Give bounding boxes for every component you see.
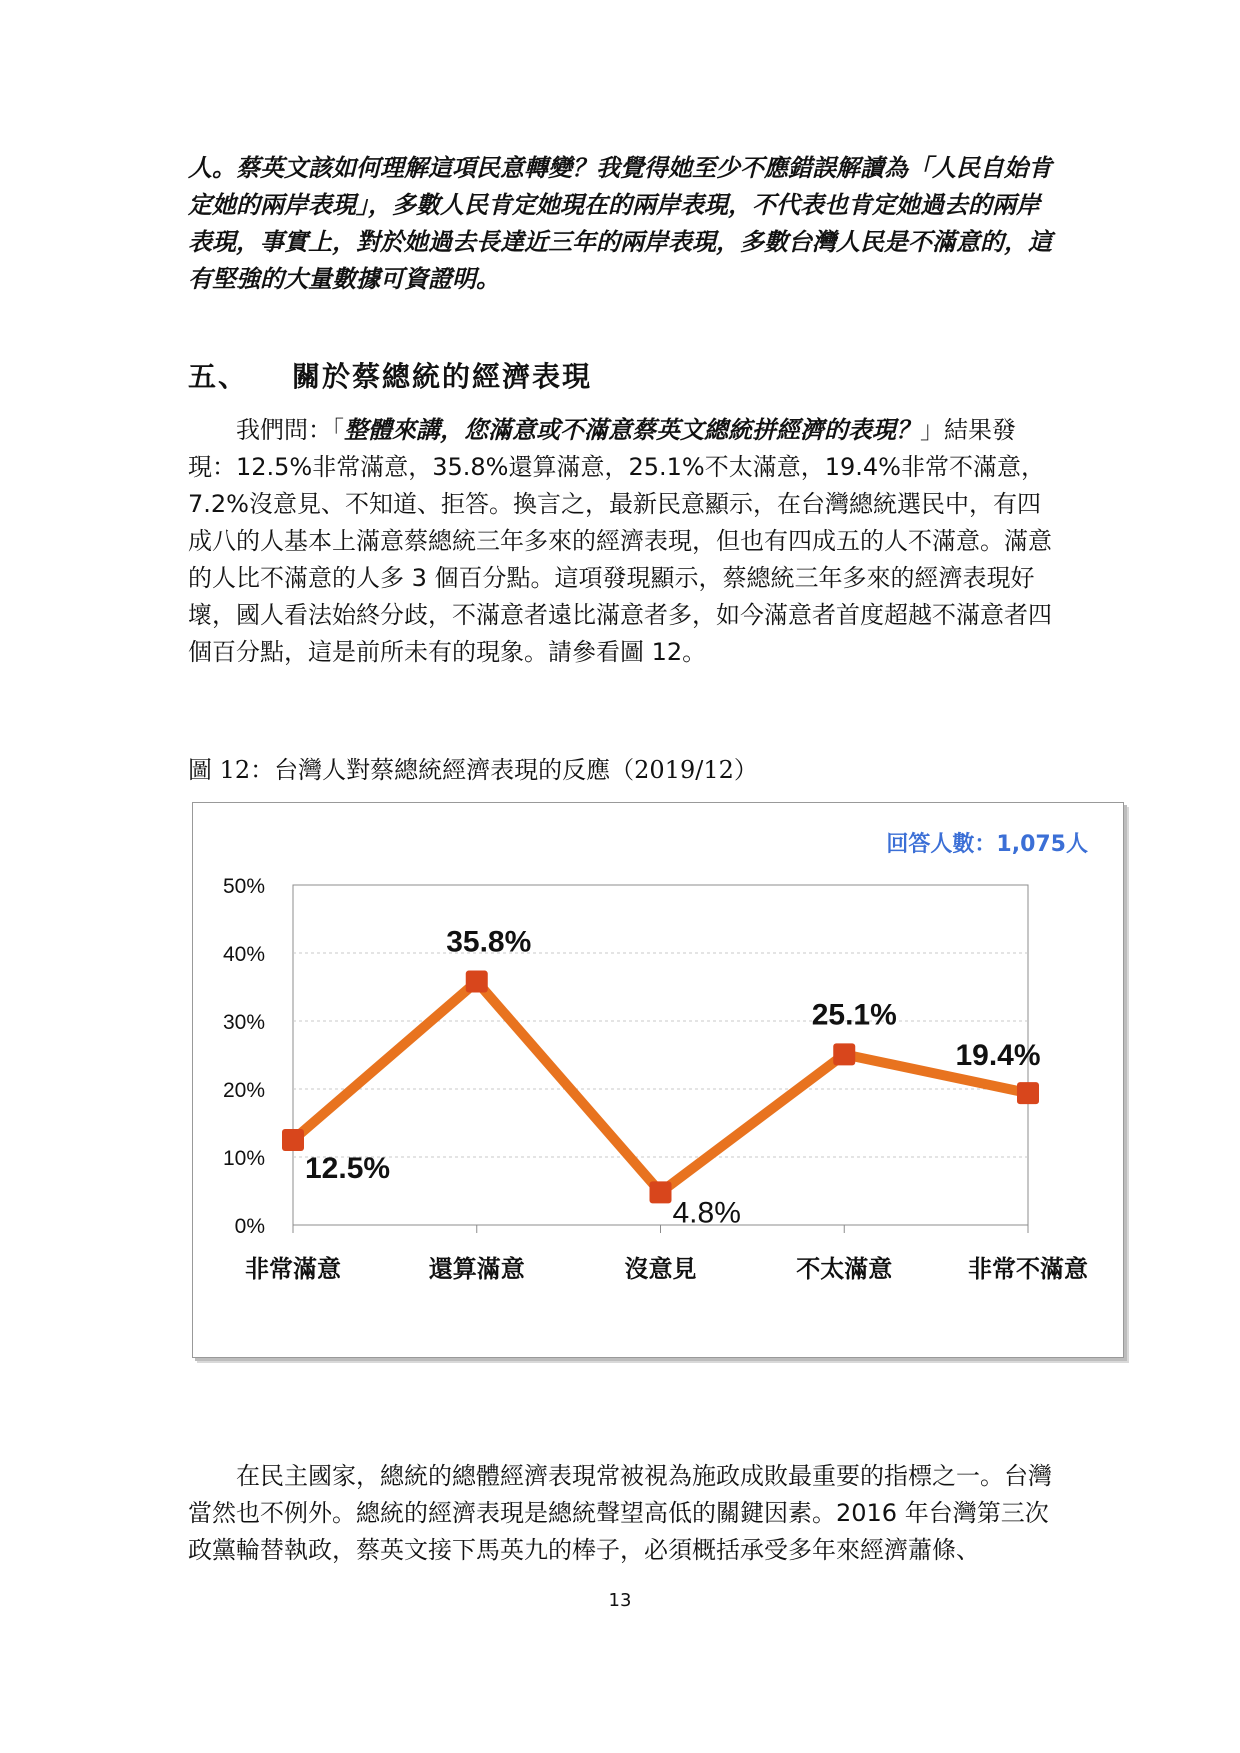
- data-label: 4.8%: [672, 1196, 741, 1230]
- x-category-label: 還算滿意: [428, 1255, 525, 1283]
- survey-question: 整體來講，您滿意或不滿意蔡英文總統拼經濟的表現？: [344, 416, 920, 444]
- data-label: 12.5%: [305, 1152, 391, 1185]
- chart-frame: [192, 802, 1124, 1358]
- figure-caption: 圖 12：台灣人對蔡總統經濟表現的反應（2019/12）: [188, 756, 758, 784]
- page-number: 13: [608, 1590, 632, 1611]
- data-label: 25.1%: [811, 998, 897, 1032]
- y-tick-label: 30%: [222, 1011, 265, 1034]
- y-tick-label: 10%: [222, 1147, 265, 1170]
- plot-area: [293, 885, 1028, 1225]
- x-category-label: 非常不滿意: [968, 1255, 1088, 1283]
- x-category-label: 不太滿意: [796, 1255, 893, 1283]
- section-title: 關於蔡總統的經濟表現: [292, 360, 593, 393]
- x-category-label: 沒意見: [624, 1255, 697, 1283]
- line-chart: [193, 803, 1123, 1357]
- para1-rest: 」結果發現：12.5%非常滿意，35.8%還算滿意，25.1%不太滿意，19.4%非常不滿意，7.2%沒意見、不知道、拒答。換言之，最新民意顯示，在台灣總統選民中，有四成八的人基本上滿意蔡總統三年多來的經濟表現，但也有四成五的人不滿意。滿意的人比不滿意的人多 3 個百分點。這項發現顯示，蔡總統三年多來的經濟表現好壞，國人看法始終分歧，不滿意者遠比滿意者多，如今滿意者首度超越不滿意者四個百分點，這是前所未有的現象。請參看圖 12。: [188, 416, 1052, 666]
- data-label: 19.4%: [955, 1039, 1041, 1073]
- body-paragraph-1: [188, 412, 1054, 671]
- y-tick-label: 50%: [222, 875, 265, 898]
- data-point-marker: [466, 971, 488, 993]
- y-tick-label: 20%: [222, 1079, 265, 1102]
- para1-prefix: 我們問：「: [236, 416, 344, 444]
- data-point-marker: [833, 1043, 855, 1065]
- data-point-marker: [650, 1181, 672, 1203]
- data-point-marker: [282, 1129, 304, 1151]
- y-tick-label: 40%: [222, 943, 265, 966]
- respondents-count: 回答人數：1,075人: [886, 832, 1088, 857]
- data-point-marker: [1017, 1082, 1039, 1104]
- data-label: 35.8%: [446, 925, 532, 959]
- y-tick-label: 0%: [234, 1215, 265, 1238]
- x-category-label: 非常滿意: [245, 1255, 341, 1283]
- intro-paragraph: 人。蔡英文該如何理解這項民意轉變？我覺得她至少不應錯誤解讀為「人民自始肯定她的兩岸表現」，多數人民肯定她現在的兩岸表現，不代表也肯定她過去的兩岸表現，事實上，對於她過去長達近三年的兩岸表現，多數台灣人民是不滿意的，這有堅強的大量數據可資證明。: [188, 154, 1052, 293]
- series-line: [293, 982, 1028, 1193]
- body-paragraph-2: 在民主國家，總統的總體經濟表現常被視為施政成敗最重要的指標之一。台灣當然也不例外。總統的經濟表現是總統聲望高低的關鍵因素。2016 年台灣第三次政黨輪替執政，蔡英文接下馬英九的棒子，必須概括承受多年來經濟蕭條、: [188, 1462, 1052, 1564]
- section-heading: [188, 355, 592, 395]
- section-number: 五、: [188, 360, 249, 393]
